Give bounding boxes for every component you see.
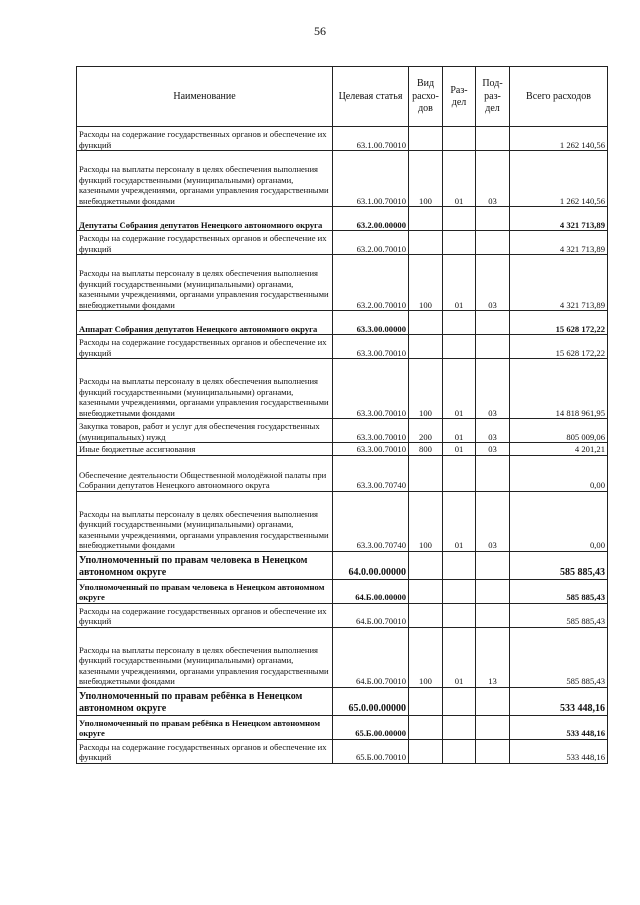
table-row (77, 579, 608, 603)
cell-total: 585 885,43 (510, 551, 608, 579)
cell-expense-type (409, 579, 443, 603)
cell-name: Уполномоченный по правам ребёнка в Ненецком автономном округе (77, 715, 333, 739)
cell-target-article: 64.Б.00.70010 (333, 627, 409, 687)
cell-subsection (476, 335, 510, 359)
page-number: 56 (314, 24, 326, 38)
cell-total: 585 885,43 (510, 603, 608, 627)
header-subsection: Под-раз-дел (476, 67, 510, 127)
cell-expense-type (409, 715, 443, 739)
cell-expense-type: 200 (409, 419, 443, 443)
cell-section (443, 551, 476, 579)
header-section: Раз-дел (443, 67, 476, 127)
table-row (77, 207, 608, 231)
cell-target-article: 63.3.00.70740 (333, 491, 409, 551)
cell-total: 4 201,21 (510, 443, 608, 456)
cell-section: 01 (443, 255, 476, 311)
cell-subsection (476, 687, 510, 715)
cell-expense-type: 100 (409, 359, 443, 419)
cell-total: 15 628 172,22 (510, 335, 608, 359)
cell-name: Уполномоченный по правам ребёнка в Ненецком автономном округе (77, 687, 333, 715)
cell-expense-type (409, 231, 443, 255)
cell-total: 4 321 713,89 (510, 207, 608, 231)
table-header-row (77, 67, 608, 127)
cell-subsection: 13 (476, 627, 510, 687)
cell-section (443, 579, 476, 603)
cell-name: Обеспечение деятельности Общественной молодёжной палаты при Собрании депутатов Ненецкого автономного округа (77, 455, 333, 491)
cell-target-article: 64.0.00.00000 (333, 551, 409, 579)
cell-subsection (476, 551, 510, 579)
cell-target-article: 64.Б.00.00000 (333, 579, 409, 603)
cell-target-article: 63.2.00.70010 (333, 255, 409, 311)
cell-name: Расходы на содержание государственных органов и обеспечение их функций (77, 335, 333, 359)
cell-total: 4 321 713,89 (510, 231, 608, 255)
cell-name: Расходы на выплаты персоналу в целях обеспечения выполнения функций государственными (муниципальными) органами, казенными учреждениями, органами управления государственными внебюджетными фондами (77, 255, 333, 311)
cell-target-article: 63.1.00.70010 (333, 127, 409, 151)
cell-expense-type: 800 (409, 443, 443, 456)
cell-section (443, 739, 476, 763)
table-row (77, 359, 608, 419)
cell-expense-type: 100 (409, 151, 443, 207)
cell-section (443, 715, 476, 739)
cell-name: Расходы на выплаты персоналу в целях обеспечения выполнения функций государственными (муниципальными) органами, казенными учреждениями, органами управления государственными внебюджетными фондами (77, 491, 333, 551)
cell-expense-type (409, 739, 443, 763)
cell-target-article: 65.Б.00.00000 (333, 715, 409, 739)
cell-subsection (476, 739, 510, 763)
table-row (77, 335, 608, 359)
cell-section (443, 311, 476, 335)
expenditure-table (76, 66, 608, 764)
cell-expense-type (409, 127, 443, 151)
table-row (77, 231, 608, 255)
cell-section: 01 (443, 359, 476, 419)
table-row (77, 419, 608, 443)
cell-section: 01 (443, 443, 476, 456)
table-row (77, 443, 608, 456)
cell-expense-type: 100 (409, 255, 443, 311)
cell-target-article: 65.Б.00.70010 (333, 739, 409, 763)
cell-target-article: 63.3.00.00000 (333, 311, 409, 335)
cell-name: Расходы на содержание государственных органов и обеспечение их функций (77, 127, 333, 151)
cell-subsection: 03 (476, 491, 510, 551)
cell-name: Уполномоченный по правам человека в Ненецком автономном округе (77, 579, 333, 603)
cell-total: 0,00 (510, 455, 608, 491)
cell-section (443, 455, 476, 491)
cell-name: Расходы на содержание государственных органов и обеспечение их функций (77, 739, 333, 763)
cell-name: Уполномоченный по правам человека в Ненецком автономном округе (77, 551, 333, 579)
cell-section: 01 (443, 151, 476, 207)
cell-total: 533 448,16 (510, 715, 608, 739)
cell-target-article: 65.0.00.00000 (333, 687, 409, 715)
cell-total: 585 885,43 (510, 627, 608, 687)
cell-name: Депутаты Собрания депутатов Ненецкого автономного округа (77, 207, 333, 231)
table-row (77, 551, 608, 579)
cell-expense-type: 100 (409, 491, 443, 551)
table-body (77, 127, 608, 764)
cell-name: Расходы на содержание государственных органов и обеспечение их функций (77, 603, 333, 627)
cell-name: Закупка товаров, работ и услуг для обеспечения государственных (муниципальных) нужд (77, 419, 333, 443)
table-row (77, 151, 608, 207)
table-row (77, 255, 608, 311)
cell-subsection (476, 715, 510, 739)
cell-total: 805 009,06 (510, 419, 608, 443)
table-row (77, 715, 608, 739)
table-row (77, 627, 608, 687)
cell-subsection (476, 579, 510, 603)
cell-total: 585 885,43 (510, 579, 608, 603)
cell-expense-type (409, 455, 443, 491)
cell-expense-type (409, 311, 443, 335)
header-expense-type: Вид расхо-дов (409, 67, 443, 127)
cell-expense-type (409, 551, 443, 579)
cell-section: 01 (443, 491, 476, 551)
cell-target-article: 63.3.00.70740 (333, 455, 409, 491)
header-total: Всего расходов (510, 67, 608, 127)
cell-total: 15 628 172,22 (510, 311, 608, 335)
cell-name: Расходы на выплаты персоналу в целях обеспечения выполнения функций государственными (муниципальными) органами, казенными учреждениями, органами управления государственными внебюджетными фондами (77, 359, 333, 419)
cell-expense-type (409, 207, 443, 231)
cell-total: 1 262 140,56 (510, 127, 608, 151)
cell-name: Аппарат Собрания депутатов Ненецкого автономного округа (77, 311, 333, 335)
cell-total: 533 448,16 (510, 739, 608, 763)
cell-expense-type: 100 (409, 627, 443, 687)
cell-total: 533 448,16 (510, 687, 608, 715)
cell-target-article: 63.2.00.00000 (333, 207, 409, 231)
cell-target-article: 63.3.00.70010 (333, 443, 409, 456)
cell-name: Расходы на содержание государственных органов и обеспечение их функций (77, 231, 333, 255)
cell-name: Иные бюджетные ассигнования (77, 443, 333, 456)
cell-expense-type (409, 335, 443, 359)
cell-section: 01 (443, 627, 476, 687)
cell-expense-type (409, 603, 443, 627)
table-row (77, 687, 608, 715)
cell-subsection: 03 (476, 359, 510, 419)
cell-target-article: 63.3.00.70010 (333, 359, 409, 419)
cell-subsection: 03 (476, 151, 510, 207)
cell-subsection (476, 311, 510, 335)
cell-section (443, 207, 476, 231)
cell-subsection (476, 207, 510, 231)
table-row (77, 311, 608, 335)
cell-total: 14 818 961,95 (510, 359, 608, 419)
cell-section (443, 127, 476, 151)
header-name: Наименование (77, 67, 333, 127)
cell-total: 0,00 (510, 491, 608, 551)
cell-expense-type (409, 687, 443, 715)
cell-subsection: 03 (476, 443, 510, 456)
table-row (77, 491, 608, 551)
cell-subsection: 03 (476, 419, 510, 443)
table-row (77, 455, 608, 491)
cell-target-article: 63.1.00.70010 (333, 151, 409, 207)
cell-subsection (476, 231, 510, 255)
cell-name: Расходы на выплаты персоналу в целях обеспечения выполнения функций государственными (муниципальными) органами, казенными учреждениями, органами управления государственными внебюджетными фондами (77, 627, 333, 687)
cell-section (443, 335, 476, 359)
table-row (77, 127, 608, 151)
cell-subsection (476, 127, 510, 151)
cell-target-article: 64.Б.00.70010 (333, 603, 409, 627)
cell-name: Расходы на выплаты персоналу в целях обеспечения выполнения функций государственными (муниципальными) органами, казенными учреждениями, органами управления государственными внебюджетными фондами (77, 151, 333, 207)
cell-section (443, 603, 476, 627)
cell-subsection (476, 455, 510, 491)
cell-section (443, 231, 476, 255)
cell-target-article: 63.2.00.70010 (333, 231, 409, 255)
cell-total: 1 262 140,56 (510, 151, 608, 207)
cell-subsection: 03 (476, 255, 510, 311)
header-target-article: Целевая статья (333, 67, 409, 127)
cell-subsection (476, 603, 510, 627)
table-row (77, 603, 608, 627)
cell-target-article: 63.3.00.70010 (333, 419, 409, 443)
cell-total: 4 321 713,89 (510, 255, 608, 311)
table-row (77, 739, 608, 763)
cell-section (443, 687, 476, 715)
cell-section: 01 (443, 419, 476, 443)
cell-target-article: 63.3.00.70010 (333, 335, 409, 359)
